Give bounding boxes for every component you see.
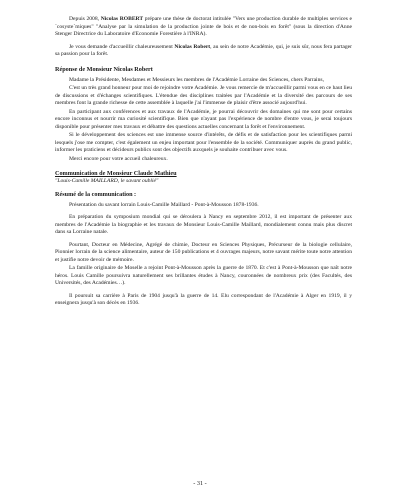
communication-subtitle: "Louis-Camille MAILLARD, le savant oublié" (55, 178, 159, 184)
candidate-name: Nicolas ROBERT (100, 16, 144, 22)
communication-heading: Communication de Monsieur Claude Mathieu (55, 170, 177, 177)
response-paragraph: En participant aux conférences et aux travaux de l'Académie, je pourrai découvrir des domaines qui me sont pour certains encore inconnus et nourrir ma curiosité scientifique. Bien que n'ayant pas l'expérience de nombre d'entre vous, je serai toujours disponible pour présenter mes travaux et débattre des questions actuelles concernant la forêt et l'environnement. (55, 108, 352, 130)
page-number: - 31 - (193, 480, 207, 487)
intro-section (55, 16, 352, 59)
intro-text: prépare une thèse de doctorat intitulée "Vers une production durable de multiples services e´cosyste´miques" "Analyse par la simulation de la production jointe de bois et de non-bois en forêt" (sous la direction d'Anne Stenger Directrice du Laboratoire d'Economie Forestière à l'INRA). (55, 16, 353, 37)
response-paragraph: Merci encore pour votre accueil chaleureux. (69, 155, 168, 162)
intro-text: , au sein de notre Académie, qui, je suis sûr, nous fera partager sa passion pour la forêt. (55, 43, 353, 57)
response-paragraph: Si le développement des sciences est une immense source d'intérêts, de défis et de satisfaction pour les scientifiques parmi lesquels j'ose me compter, c'est également un enjeu important pour l'ensemble de la société. Communiquer auprès du grand public, informer les praticiens et décideurs publics sont des objectifs auxquels je souhaite contribuer avec vous. (55, 132, 352, 153)
summary-paragraph: Pourtant, Docteur en Médecine, Agrégé de chimie, Docteur en Sciences Physiques, Précurseur de la biologie cellulaire, Pionnier lorrain de la science alimentaire, auteur de 150 publications et 4 ouvrages majeurs, notre savant mérite toute notre attention et justifie notre devoir de mémoire. (55, 241, 352, 263)
intro-paragraph-2 (55, 44, 352, 59)
summary-paragraph: La famille originaire de Moselle a rejoint Pont-à-Mousson après la guerre de 1870. Et c'est à Pont-à-Mousson que naît notre héros. Louis Camille poursuivra naturellement ses brillantes études à Nancy, couronnées de nombreux prix (des Facultés, des Universités, des Académies…). (55, 265, 352, 286)
response-paragraph: Madame la Présidente, Mesdames et Messieurs les membres de l'Académie Lorraine des Sciences, chers Parrains, (69, 76, 324, 83)
summary-paragraph: Il poursuit sa carrière à Paris de 1904 jusqu'à la guerre de 14. Elu correspondant de l'Académie à Alger en 1919, il y enseignera jusqu'à son décès en 1936. (55, 292, 352, 306)
summary-paragraph: En préparation du symposium mondial qui se déroulera à Nancy en septembre 2012, il est important de présenter aux membres de l'Académie la biographie et les travaux de Monsieur Louis-Camille Maillard, mondialement connu mais plus discret dans sa Lorraine natale. (55, 214, 352, 235)
candidate-name: Nicolas Robert (174, 43, 211, 50)
summary-paragraph: Présentation du savant lorrain Louis-Camille Maillard - Pont-à-Mousson 1878-1936. (69, 201, 259, 208)
intro-text: Je vous demande d'accueillir chaleureusement (69, 43, 175, 50)
response-paragraph: C'est un très grand honneur pour moi de rejoindre votre Académie. Je vous remercie de m'accueillir parmi vous en ce haut lieu de discussions et d'échanges scientifiques. L'étendue des disciplines traitées par l'Académie et la diversité des parcours de ses membres font la grande richesse de cette assemblée à laquelle j'ai l'immense de plaisir d'être associé aujourd'hui. (55, 85, 352, 106)
summary-heading: Résumé de la communication : (55, 190, 137, 198)
response-heading: Réponse de Monsieur Nicolas Robert (55, 65, 153, 73)
intro-text: Depuis 2008, (69, 16, 101, 22)
intro-paragraph-1 (55, 16, 352, 39)
communication-section (55, 202, 352, 308)
response-section (55, 77, 352, 164)
